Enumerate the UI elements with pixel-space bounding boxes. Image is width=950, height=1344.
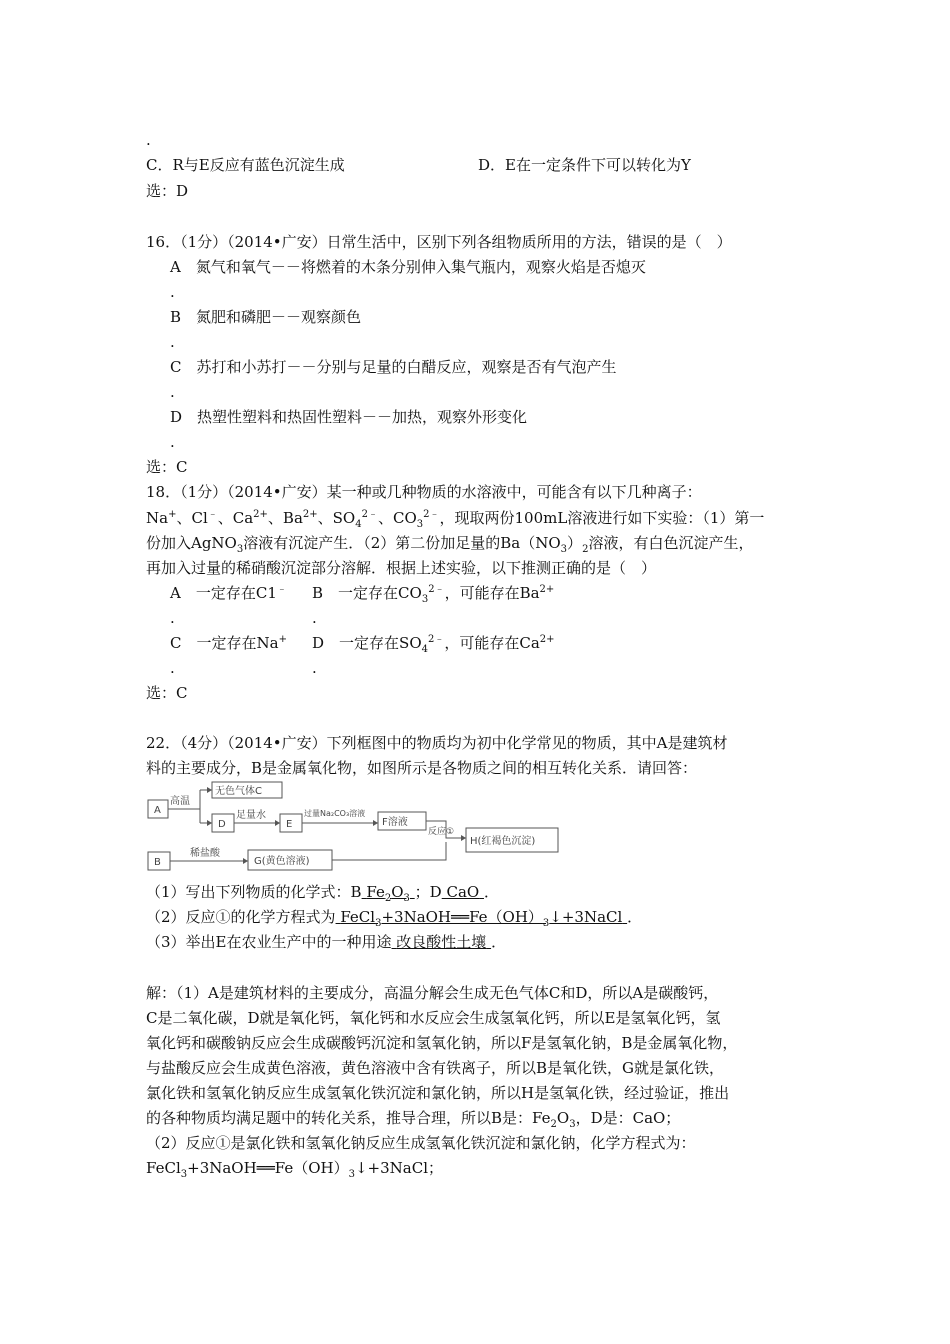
- q18-line4: 再加入过量的稀硝酸沉淀部分溶解．根据上述实验，以下推测正确的是（ ）: [146, 559, 657, 577]
- label-zuliangshui: 足量水: [236, 810, 266, 821]
- label-e: E: [286, 819, 293, 830]
- label-c: 无色气体C: [215, 786, 262, 797]
- arrow-line: [332, 842, 446, 860]
- q18-option-c: C 一定存在Na+: [170, 634, 287, 652]
- q15-option-c: C．R与E反应有蓝色沉淀生成: [146, 156, 345, 174]
- q18-option-a: A 一定存在C1﹣: [170, 584, 287, 602]
- q22-sub3: （3）举出E在农业生产中的一种用途 改良酸性土壤 ．: [146, 933, 507, 951]
- solution-line6: 的各种物质均满足题中的转化关系，推导合理，所以B是：$Fe_2O_3$，D是：CaO；: [146, 1109, 681, 1130]
- arrowhead: [207, 820, 212, 826]
- q18-stem: 18．（1分）（2014•广安）某一种或几种物质的水溶液中，可能含有以下几种离子：: [146, 483, 702, 501]
- q18-ions-line: Na+、Cl﹣、$Ca^{2+}$、$Ba^{2+}$、$SO_4^{2﹣}$、$CO_3^{2﹣}$，现取两份100mL溶液进行如下实验：（1）第一: [146, 509, 765, 530]
- q15-answer: 选：D: [146, 182, 189, 200]
- solution-line3: 氧化钙和碳酸钠反应会生成碳酸钙沉淀和氢氧化钠，所以F是氢氧化钠，B是金属氧化物，: [146, 1034, 738, 1052]
- solution-line8: $FeCl_3+3NaOH══Fe(OH)_3↓+3NaCl$；: [146, 1159, 443, 1180]
- label-g: G(黄色溶液): [254, 856, 310, 867]
- q16-option-d: D 热塑性塑料和热固性塑料－－加热，观察外形变化: [170, 408, 528, 426]
- arrowhead: [275, 820, 280, 826]
- solution-line2: C是二氧化碳，D就是氧化钙，氧化钙和水反应会生成氢氧化钙，所以E是氢氧化钙，氢: [146, 1009, 721, 1027]
- dot: .: [170, 383, 175, 401]
- q22-stem-line1: 22．（4分）（2014•广安）下列框图中的物质均为初中化学常见的物质，其中A是建筑材: [146, 734, 728, 752]
- q18-option-b: B 一定存在$CO_3^{2﹣}$，可能存在$Ba^{2+}$: [312, 584, 555, 605]
- q18-option-d: D 一定存在$SO_4^{2﹣}$，可能存在$Ca^{2+}$: [312, 634, 555, 655]
- flow-diagram: [146, 772, 562, 882]
- label-guoliang: 过量Na₂CO₃溶液: [304, 809, 366, 818]
- solution-line7: （2）反应①是氯化铁和氢氧化钠反应生成氢氧化铁沉淀和氯化钠，化学方程式为：: [146, 1134, 696, 1152]
- label-f: F溶液: [382, 817, 408, 828]
- q22-sub1: （1）写出下列物质的化学式：B $Fe_2O_3$ ；D CaO ．: [146, 883, 499, 904]
- label-a: A: [154, 805, 161, 816]
- q18-line3: 份加入AgNO$_3$溶液有沉淀产生．（2）第二份加足量的$Ba(NO_3)_2$溶液，有白色沉淀产生，: [146, 534, 754, 555]
- dot: .: [170, 283, 175, 301]
- arrowhead: [207, 787, 212, 793]
- q16-option-c: C 苏打和小苏打－－分别与足量的白醋反应，观察是否有气泡产生: [170, 358, 617, 376]
- q15-option-d: D．E在一定条件下可以转化为Y: [478, 156, 691, 174]
- dot: .: [170, 659, 175, 677]
- label-fanying: 反应①: [428, 827, 455, 837]
- solution-line1: 解：（1）A是建筑材料的主要成分，高温分解会生成无色气体C和D，所以A是碳酸钙，: [146, 984, 719, 1002]
- q16-option-b: B 氮肥和磷肥－－观察颜色: [170, 308, 362, 326]
- dot: .: [312, 659, 317, 677]
- q22-stem-line2: 料的主要成分，B是金属氧化物，如图所示是各物质之间的相互转化关系．请回答：: [146, 759, 698, 777]
- arrowhead: [243, 858, 248, 864]
- dot: .: [170, 433, 175, 451]
- label-xiyansuan: 稀盐酸: [190, 848, 220, 859]
- dot: .: [146, 131, 151, 149]
- q16-answer: 选：C: [146, 458, 188, 476]
- label-h: H(红褐色沉淀): [470, 836, 536, 847]
- solution-line4: 与盐酸反应会生成黄色溶液，黄色溶液中含有铁离子，所以B是氧化铁，G就是氯化铁，: [146, 1059, 725, 1077]
- arrowhead: [461, 835, 466, 841]
- solution-line5: 氯化铁和氢氧化钠反应生成氢氧化铁沉淀和氯化钠，所以H是氢氧化铁，经过验证，推出: [146, 1084, 730, 1102]
- label-b: B: [154, 857, 161, 868]
- dot: .: [170, 609, 175, 627]
- q16-stem: 16．（1分）（2014•广安）日常生活中，区别下列各组物质所用的方法，错误的是（ ）: [146, 233, 732, 251]
- arrowhead: [373, 820, 378, 826]
- label-gaowen: 高温: [170, 796, 190, 807]
- dot: .: [312, 609, 317, 627]
- dot: .: [170, 333, 175, 351]
- q16-option-a: A 氮气和氧气－－将燃着的木条分别伸入集气瓶内，观察火焰是否熄灭: [170, 258, 646, 276]
- label-d: D: [218, 819, 226, 830]
- q22-sub2: （2）反应①的化学方程式为 $FeCl_3+3NaOH══Fe(OH)_3↓+3NaCl$ ．: [146, 908, 643, 929]
- q18-answer: 选：C: [146, 684, 188, 702]
